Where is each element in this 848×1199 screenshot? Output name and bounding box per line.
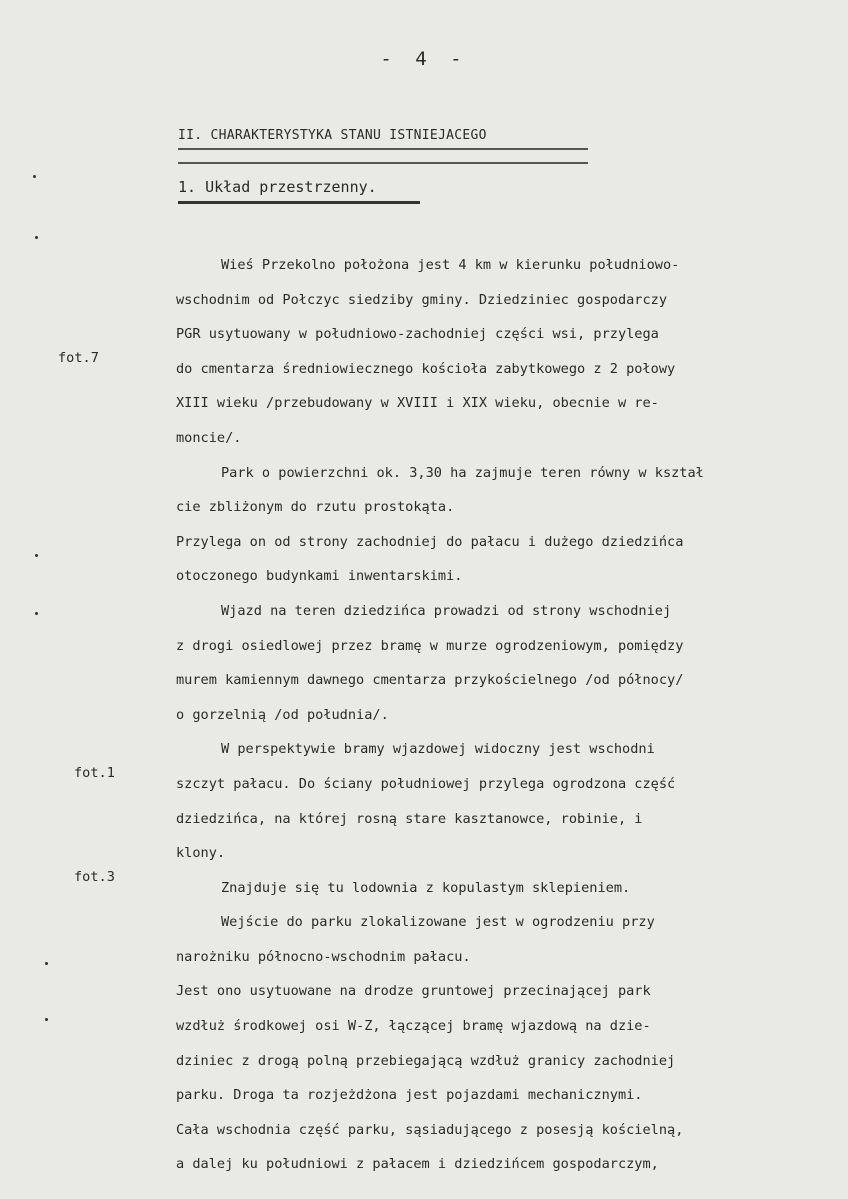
text-line: PGR usytuowany w południowo-zachodniej części wsi, przylega: [176, 326, 659, 343]
body-text: [176, 248, 826, 1182]
margin-speck: [35, 612, 38, 615]
text-line: moncie/.: [176, 429, 242, 446]
text-line: cie zbliżonym do rzutu prostokąta.: [176, 499, 455, 516]
subsection-heading: 1. Układ przestrzenny.: [178, 178, 377, 196]
text-line: murem kamiennym dawnego cmentarza przykościelnego /od północy/: [176, 672, 684, 689]
margin-speck: [33, 175, 36, 178]
text-line: narożniku północno-wschodnim pałacu.: [176, 948, 471, 965]
margin-note-photo-ref: fot.1: [74, 765, 115, 781]
subsection-heading-underline: [178, 201, 420, 204]
section-heading: II. CHARAKTERYSTYKA STANU ISTNIEJACEGO: [178, 128, 487, 143]
text-line: dziedzińca, na której rosną stare kasztanowce, robinie, i: [176, 810, 643, 827]
margin-speck: [45, 962, 48, 965]
page-number: - 4 -: [380, 48, 468, 70]
margin-note-photo-ref: fot.3: [74, 869, 115, 885]
margin-note-photo-ref: fot.7: [58, 350, 99, 366]
text-line: Cała wschodnia część parku, sąsiadującego z posesją kościelną,: [176, 1121, 684, 1138]
text-line: a dalej ku południowi z pałacem i dziedzińcem gospodarczym,: [176, 1156, 659, 1173]
margin-speck: [35, 554, 38, 557]
text-line: dziniec z drogą polną przebiegającą wzdłuż granicy zachodniej: [176, 1052, 676, 1069]
text-line: otoczonego budynkami inwentarskimi.: [176, 568, 463, 585]
margin-speck: [35, 236, 38, 239]
text-line: W perspektywie bramy wjazdowej widoczny jest wschodni: [221, 741, 655, 758]
text-line: Wieś Przekolno położona jest 4 km w kierunku południowo-: [221, 257, 680, 273]
text-line: XIII wieku /przebudowany w XVIII i XIX wieku, obecnie w re-: [176, 395, 659, 412]
text-line: szczyt pałacu. Do ściany południowej przylega ogrodzona część: [176, 775, 676, 792]
text-line: Przylega on od strony zachodniej do pałacu i dużego dziedzińca: [176, 533, 684, 550]
text-line: do cmentarza średniowiecznego kościoła zabytkowego z 2 połowy: [176, 360, 676, 377]
section-heading-double-underline: [178, 148, 588, 164]
text-line: Wejście do parku zlokalizowane jest w ogrodzeniu przy: [221, 914, 655, 931]
text-line: Wjazd na teren dziedzińca prowadzi od strony wschodniej: [221, 602, 672, 619]
text-line: o gorzelnią /od południa/.: [176, 706, 389, 723]
text-line: wzdłuż środkowej osi W-Z, łączącej bramę wjazdową na dzie-: [176, 1018, 651, 1035]
text-line: z drogi osiedlowej przez bramę w murze ogrodzeniowym, pomiędzy: [176, 637, 684, 654]
text-line: parku. Droga ta rozjeżdżona jest pojazdami mechanicznymi.: [176, 1087, 643, 1104]
text-line: Znajduje się tu lodownia z kopulastym sklepieniem.: [221, 879, 631, 896]
text-line: wschodnim od Połczyc siedziby gminy. Dziedziniec gospodarczy: [176, 291, 668, 308]
text-line: Park o powierzchni ok. 3,30 ha zajmuje teren równy w kształ: [221, 464, 704, 481]
text-line: klony.: [176, 845, 226, 862]
margin-speck: [45, 1018, 48, 1021]
text-line: Jest ono usytuowane na drodze gruntowej przecinającej park: [176, 983, 651, 1000]
